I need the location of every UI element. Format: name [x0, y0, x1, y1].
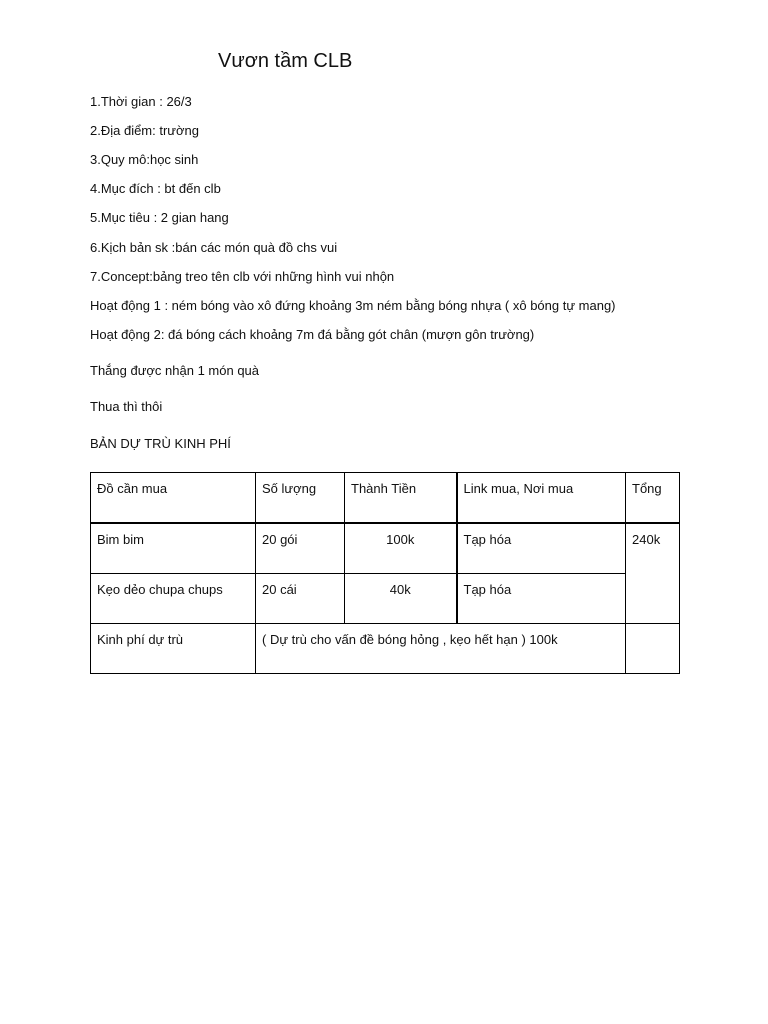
cell-reserve-total — [626, 624, 680, 674]
budget-table — [90, 472, 680, 674]
header-quantity: Số lượng — [256, 473, 345, 524]
item-activity-1: Hoạt động 1 : ném bóng vào xô đứng khoảng 3m ném bằng bóng nhựa ( xô bóng tự mang) — [90, 298, 616, 313]
header-source: Link mua, Nơi mua — [457, 473, 626, 524]
item-purpose: 4.Mục đích : bt đến clb — [90, 181, 221, 196]
item-concept: 7.Concept:bảng treo tên clb với những hình vui nhộn — [90, 269, 395, 284]
header-amount: Thành Tiền — [345, 473, 457, 524]
budget-heading: BẢN DỰ TRÙ KINH PHÍ — [90, 436, 231, 451]
item-activity-2: Hoạt động 2: đá bóng cách khoảng 7m đá bằng gót chân (mượn gôn trường) — [90, 327, 535, 342]
item-script: 6.Kịch bản sk :bán các món quà đồ chs vui — [90, 240, 338, 255]
header-total: Tổng — [626, 473, 680, 524]
item-win: Thắng được nhận 1 món quà — [90, 363, 260, 378]
cell-reserve-label: Kinh phí dự trù — [91, 624, 256, 674]
item-location: 2.Địa điểm: trường — [90, 123, 199, 138]
cell-item: Bim bim — [91, 523, 256, 574]
cell-reserve-value: ( Dự trù cho vấn đề bóng hỏng , kẹo hết hạn ) 100k — [256, 624, 626, 674]
item-lose: Thua thì thôi — [90, 399, 163, 414]
table-header-row — [91, 473, 680, 524]
table-row-reserve — [91, 624, 680, 674]
header-item: Đồ cần mua — [91, 473, 256, 524]
cell-item: Kẹo dẻo chupa chups — [91, 574, 256, 624]
cell-amount: 100k — [345, 523, 457, 574]
item-goal: 5.Mục tiêu : 2 gian hang — [90, 210, 229, 225]
cell-quantity: 20 cái — [256, 574, 345, 624]
cell-quantity: 20 gói — [256, 523, 345, 574]
cell-source: Tạp hóa — [457, 523, 626, 574]
cell-amount: 40k — [345, 574, 457, 624]
cell-source: Tạp hóa — [457, 574, 626, 624]
item-scale: 3.Quy mô:học sinh — [90, 152, 199, 167]
cell-total: 240k — [626, 523, 680, 624]
table-row — [91, 574, 680, 624]
item-time: 1.Thời gian : 26/3 — [90, 94, 192, 109]
table-row — [91, 523, 680, 574]
document-title: Vươn tầm CLB — [218, 50, 353, 72]
